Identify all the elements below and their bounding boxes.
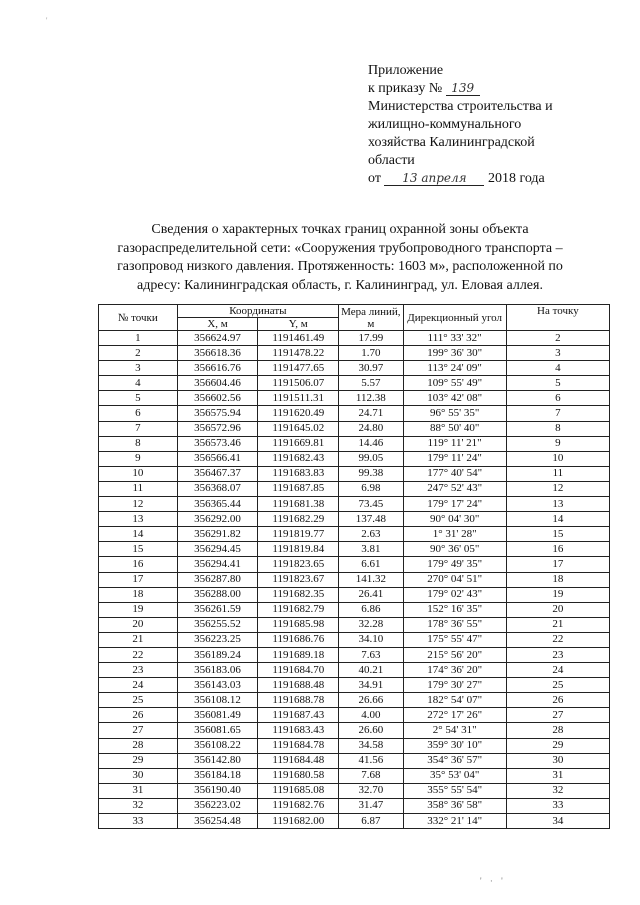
table-row: [99, 723, 610, 738]
cell-to-point: 13: [506, 497, 609, 512]
cell-x: 356365.44: [177, 497, 258, 512]
cell-x: 356255.52: [177, 617, 258, 632]
header-direction-angle: Дирекционный угол: [403, 305, 506, 331]
cell-y: 1191682.35: [258, 587, 339, 602]
cell-length: 41.56: [339, 753, 403, 768]
cell-angle: 272° 17' 26": [403, 708, 506, 723]
cell-angle: 90° 04' 30": [403, 512, 506, 527]
cell-y: 1191684.48: [258, 753, 339, 768]
heading-line-2: газораспределительной сети: «Сооружения трубопроводного транспорта –: [117, 240, 563, 256]
cell-x: 356287.80: [177, 572, 258, 587]
cell-length: 17.99: [339, 331, 403, 346]
table-row: [99, 557, 610, 572]
cell-x: 356183.06: [177, 663, 258, 678]
cell-x: 356189.24: [177, 647, 258, 662]
cell-angle: 247° 52' 43": [403, 481, 506, 496]
cell-length: 73.45: [339, 497, 403, 512]
cell-point-no: 6: [99, 406, 178, 421]
cell-y: 1191688.78: [258, 693, 339, 708]
cell-to-point: 9: [506, 436, 609, 451]
cell-to-point: 28: [506, 723, 609, 738]
cell-to-point: 34: [506, 814, 609, 829]
cell-point-no: 32: [99, 798, 178, 813]
table-row: [99, 466, 610, 481]
cell-point-no: 12: [99, 497, 178, 512]
table-row: [99, 512, 610, 527]
table-row: [99, 497, 610, 512]
cell-x: 356081.49: [177, 708, 258, 723]
cell-to-point: 7: [506, 406, 609, 421]
cell-y: 1191620.49: [258, 406, 339, 421]
cell-point-no: 1: [99, 331, 178, 346]
cell-angle: 179° 02' 43": [403, 587, 506, 602]
cell-point-no: 8: [99, 436, 178, 451]
cell-point-no: 33: [99, 814, 178, 829]
table-row: [99, 783, 610, 798]
cell-point-no: 25: [99, 693, 178, 708]
cell-length: 34.91: [339, 678, 403, 693]
cell-angle: 355° 55' 54": [403, 783, 506, 798]
cell-to-point: 22: [506, 632, 609, 647]
header-x: X, м: [177, 318, 258, 331]
cell-x: 356624.97: [177, 331, 258, 346]
cell-length: 99.38: [339, 466, 403, 481]
cell-to-point: 33: [506, 798, 609, 813]
cell-to-point: 21: [506, 617, 609, 632]
date-line: [368, 170, 608, 188]
cell-angle: 359° 30' 10": [403, 738, 506, 753]
cell-point-no: 4: [99, 376, 178, 391]
table-row: [99, 376, 610, 391]
cell-point-no: 20: [99, 617, 178, 632]
cell-angle: 354° 36' 57": [403, 753, 506, 768]
cell-y: 1191683.43: [258, 723, 339, 738]
cell-x: 356566.41: [177, 451, 258, 466]
header-point-no: № точки: [99, 305, 178, 331]
cell-to-point: 8: [506, 421, 609, 436]
cell-point-no: 5: [99, 391, 178, 406]
cell-to-point: 19: [506, 587, 609, 602]
cell-y: 1191687.85: [258, 481, 339, 496]
cell-y: 1191682.79: [258, 602, 339, 617]
order-number-handwritten: 139: [446, 81, 480, 96]
date-handwritten: 13 апреля: [384, 171, 484, 186]
cell-y: 1191685.98: [258, 617, 339, 632]
cell-to-point: 5: [506, 376, 609, 391]
cell-point-no: 13: [99, 512, 178, 527]
document-heading: [80, 221, 600, 295]
cell-length: 112.38: [339, 391, 403, 406]
cell-to-point: 24: [506, 663, 609, 678]
cell-y: 1191669.81: [258, 436, 339, 451]
cell-point-no: 24: [99, 678, 178, 693]
cell-length: 5.57: [339, 376, 403, 391]
cell-x: 356602.56: [177, 391, 258, 406]
cell-y: 1191689.18: [258, 647, 339, 662]
ministry-line-2: жилищно-коммунального: [368, 117, 522, 132]
cell-length: 24.71: [339, 406, 403, 421]
cell-x: 356604.46: [177, 376, 258, 391]
table-row: [99, 406, 610, 421]
cell-y: 1191682.43: [258, 451, 339, 466]
cell-to-point: 4: [506, 361, 609, 376]
cell-to-point: 31: [506, 768, 609, 783]
cell-point-no: 28: [99, 738, 178, 753]
cell-length: 99.05: [339, 451, 403, 466]
cell-to-point: 15: [506, 527, 609, 542]
table-row: [99, 708, 610, 723]
cell-length: 24.80: [339, 421, 403, 436]
cell-angle: 199° 36' 30": [403, 346, 506, 361]
cell-length: 1.70: [339, 346, 403, 361]
cell-point-no: 31: [99, 783, 178, 798]
cell-length: 4.00: [339, 708, 403, 723]
cell-length: 32.70: [339, 783, 403, 798]
cell-to-point: 3: [506, 346, 609, 361]
header-y: Y, м: [258, 318, 339, 331]
cell-y: 1191819.77: [258, 527, 339, 542]
cell-x: 356467.37: [177, 466, 258, 481]
cell-length: 6.87: [339, 814, 403, 829]
cell-point-no: 29: [99, 753, 178, 768]
cell-to-point: 12: [506, 481, 609, 496]
cell-y: 1191680.58: [258, 768, 339, 783]
table-row: [99, 663, 610, 678]
cell-y: 1191682.76: [258, 798, 339, 813]
cell-angle: 152° 16' 35": [403, 602, 506, 617]
table-row: [99, 527, 610, 542]
appendix-title: Приложение: [368, 63, 444, 78]
cell-x: 356618.36: [177, 346, 258, 361]
cell-point-no: 7: [99, 421, 178, 436]
cell-angle: 179° 30' 27": [403, 678, 506, 693]
cell-y: 1191685.08: [258, 783, 339, 798]
cell-x: 356254.48: [177, 814, 258, 829]
cell-angle: 119° 11' 21": [403, 436, 506, 451]
heading-line-4: адресу: Калининградская область, г. Калининград, ул. Еловая аллея.: [137, 277, 543, 293]
table-row: [99, 346, 610, 361]
cell-length: 6.86: [339, 602, 403, 617]
cell-angle: 103° 42' 08": [403, 391, 506, 406]
table-row: [99, 436, 610, 451]
cell-point-no: 3: [99, 361, 178, 376]
scan-speck: ': [46, 16, 48, 25]
cell-length: 141.32: [339, 572, 403, 587]
cell-x: 356108.12: [177, 693, 258, 708]
cell-y: 1191688.48: [258, 678, 339, 693]
cell-x: 356368.07: [177, 481, 258, 496]
cell-y: 1191684.70: [258, 663, 339, 678]
cell-to-point: 32: [506, 783, 609, 798]
appendix-block: [368, 62, 608, 188]
cell-length: 137.48: [339, 512, 403, 527]
cell-x: 356143.03: [177, 678, 258, 693]
cell-to-point: 30: [506, 753, 609, 768]
table-row: [99, 617, 610, 632]
cell-x: 356142.80: [177, 753, 258, 768]
cell-length: 6.61: [339, 557, 403, 572]
cell-angle: 177° 40' 54": [403, 466, 506, 481]
table-row: [99, 753, 610, 768]
cell-x: 356294.45: [177, 542, 258, 557]
cell-x: 356108.22: [177, 738, 258, 753]
cell-angle: 35° 53' 04": [403, 768, 506, 783]
cell-point-no: 16: [99, 557, 178, 572]
cell-point-no: 14: [99, 527, 178, 542]
cell-x: 356291.82: [177, 527, 258, 542]
cell-x: 356223.02: [177, 798, 258, 813]
date-prefix: от: [368, 171, 381, 186]
cell-angle: 179° 11' 24": [403, 451, 506, 466]
cell-angle: 332° 21' 14": [403, 814, 506, 829]
cell-length: 6.98: [339, 481, 403, 496]
cell-point-no: 10: [99, 466, 178, 481]
cell-length: 3.81: [339, 542, 403, 557]
ministry-line-3: хозяйства Калининградской: [368, 135, 535, 150]
cell-point-no: 26: [99, 708, 178, 723]
cell-point-no: 30: [99, 768, 178, 783]
table-row: [99, 451, 610, 466]
cell-x: 356616.76: [177, 361, 258, 376]
cell-point-no: 27: [99, 723, 178, 738]
cell-angle: 174° 36' 20": [403, 663, 506, 678]
table-row: [99, 798, 610, 813]
table-row: [99, 391, 610, 406]
cell-angle: 358° 36' 58": [403, 798, 506, 813]
heading-line-3: газопровод низкого давления. Протяженность: 1603 м», расположенной по: [117, 259, 563, 274]
cell-y: 1191823.65: [258, 557, 339, 572]
header-coordinates: Координаты: [177, 305, 338, 318]
cell-angle: 270° 04' 51": [403, 572, 506, 587]
table-row: [99, 632, 610, 647]
cell-length: 26.66: [339, 693, 403, 708]
cell-to-point: 2: [506, 331, 609, 346]
cell-to-point: 25: [506, 678, 609, 693]
cell-to-point: 11: [506, 466, 609, 481]
cell-to-point: 14: [506, 512, 609, 527]
table-row: [99, 421, 610, 436]
cell-to-point: 18: [506, 572, 609, 587]
table-row: [99, 738, 610, 753]
cell-angle: 182° 54' 07": [403, 693, 506, 708]
cell-to-point: 20: [506, 602, 609, 617]
heading-line-1: Сведения о характерных точках границ охранной зоны объекта: [151, 222, 529, 237]
cell-to-point: 27: [506, 708, 609, 723]
cell-y: 1191683.83: [258, 466, 339, 481]
cell-point-no: 23: [99, 663, 178, 678]
cell-y: 1191823.67: [258, 572, 339, 587]
ministry-line-1: Министерства строительства и: [368, 99, 553, 114]
cell-angle: 179° 49' 35": [403, 557, 506, 572]
cell-angle: 1° 31' 28": [403, 527, 506, 542]
cell-angle: 113° 24' 09": [403, 361, 506, 376]
cell-length: 40.21: [339, 663, 403, 678]
cell-length: 30.97: [339, 361, 403, 376]
cell-length: 2.63: [339, 527, 403, 542]
cell-x: 356190.40: [177, 783, 258, 798]
header-to-point: На точку: [506, 305, 609, 331]
table-body: [99, 331, 610, 829]
table-row: [99, 587, 610, 602]
cell-to-point: 17: [506, 557, 609, 572]
cell-x: 356184.18: [177, 768, 258, 783]
cell-y: 1191681.38: [258, 497, 339, 512]
table-row: [99, 678, 610, 693]
cell-y: 1191684.78: [258, 738, 339, 753]
order-prefix: к приказу №: [368, 81, 443, 96]
cell-x: 356573.46: [177, 436, 258, 451]
cell-y: 1191511.31: [258, 391, 339, 406]
cell-point-no: 9: [99, 451, 178, 466]
cell-point-no: 17: [99, 572, 178, 587]
table-row: [99, 647, 610, 662]
cell-length: 26.60: [339, 723, 403, 738]
cell-y: 1191506.07: [258, 376, 339, 391]
header-line-length: Мера линий, м: [339, 305, 403, 331]
cell-angle: 175° 55' 47": [403, 632, 506, 647]
cell-length: 34.10: [339, 632, 403, 647]
scan-marks: ' · ': [480, 876, 506, 886]
cell-length: 7.68: [339, 768, 403, 783]
table-row: [99, 361, 610, 376]
cell-point-no: 21: [99, 632, 178, 647]
table-row: [99, 693, 610, 708]
order-line: [368, 80, 608, 98]
cell-length: 7.63: [339, 647, 403, 662]
cell-y: 1191682.00: [258, 814, 339, 829]
boundary-points-table: [98, 304, 610, 829]
cell-x: 356575.94: [177, 406, 258, 421]
cell-to-point: 26: [506, 693, 609, 708]
cell-angle: 178° 36' 55": [403, 617, 506, 632]
ministry-line-4: области: [368, 153, 415, 168]
cell-point-no: 15: [99, 542, 178, 557]
cell-y: 1191687.43: [258, 708, 339, 723]
cell-angle: 90° 36' 05": [403, 542, 506, 557]
cell-y: 1191477.65: [258, 361, 339, 376]
cell-angle: 179° 17' 24": [403, 497, 506, 512]
table-row: [99, 602, 610, 617]
cell-point-no: 2: [99, 346, 178, 361]
cell-angle: 109° 55' 49": [403, 376, 506, 391]
cell-x: 356288.00: [177, 587, 258, 602]
cell-point-no: 22: [99, 647, 178, 662]
table-row: [99, 768, 610, 783]
date-year: 2018 года: [487, 171, 545, 186]
cell-x: 356223.25: [177, 632, 258, 647]
cell-x: 356081.65: [177, 723, 258, 738]
cell-to-point: 16: [506, 542, 609, 557]
cell-y: 1191645.02: [258, 421, 339, 436]
table-row: [99, 542, 610, 557]
cell-angle: 111° 33' 32": [403, 331, 506, 346]
cell-y: 1191478.22: [258, 346, 339, 361]
cell-x: 356261.59: [177, 602, 258, 617]
cell-y: 1191686.76: [258, 632, 339, 647]
table-row: [99, 331, 610, 346]
cell-point-no: 19: [99, 602, 178, 617]
cell-y: 1191682.29: [258, 512, 339, 527]
cell-x: 356292.00: [177, 512, 258, 527]
cell-length: 26.41: [339, 587, 403, 602]
cell-y: 1191819.84: [258, 542, 339, 557]
cell-point-no: 11: [99, 481, 178, 496]
cell-length: 32.28: [339, 617, 403, 632]
cell-y: 1191461.49: [258, 331, 339, 346]
cell-angle: 2° 54' 31": [403, 723, 506, 738]
cell-x: 356294.41: [177, 557, 258, 572]
cell-to-point: 10: [506, 451, 609, 466]
cell-to-point: 6: [506, 391, 609, 406]
cell-x: 356572.96: [177, 421, 258, 436]
table-row: [99, 572, 610, 587]
cell-to-point: 23: [506, 647, 609, 662]
cell-point-no: 18: [99, 587, 178, 602]
cell-angle: 215° 56' 20": [403, 647, 506, 662]
cell-angle: 88° 50' 40": [403, 421, 506, 436]
cell-length: 31.47: [339, 798, 403, 813]
cell-length: 34.58: [339, 738, 403, 753]
cell-to-point: 29: [506, 738, 609, 753]
table-row: [99, 481, 610, 496]
cell-angle: 96° 55' 35": [403, 406, 506, 421]
cell-length: 14.46: [339, 436, 403, 451]
table-row: [99, 814, 610, 829]
